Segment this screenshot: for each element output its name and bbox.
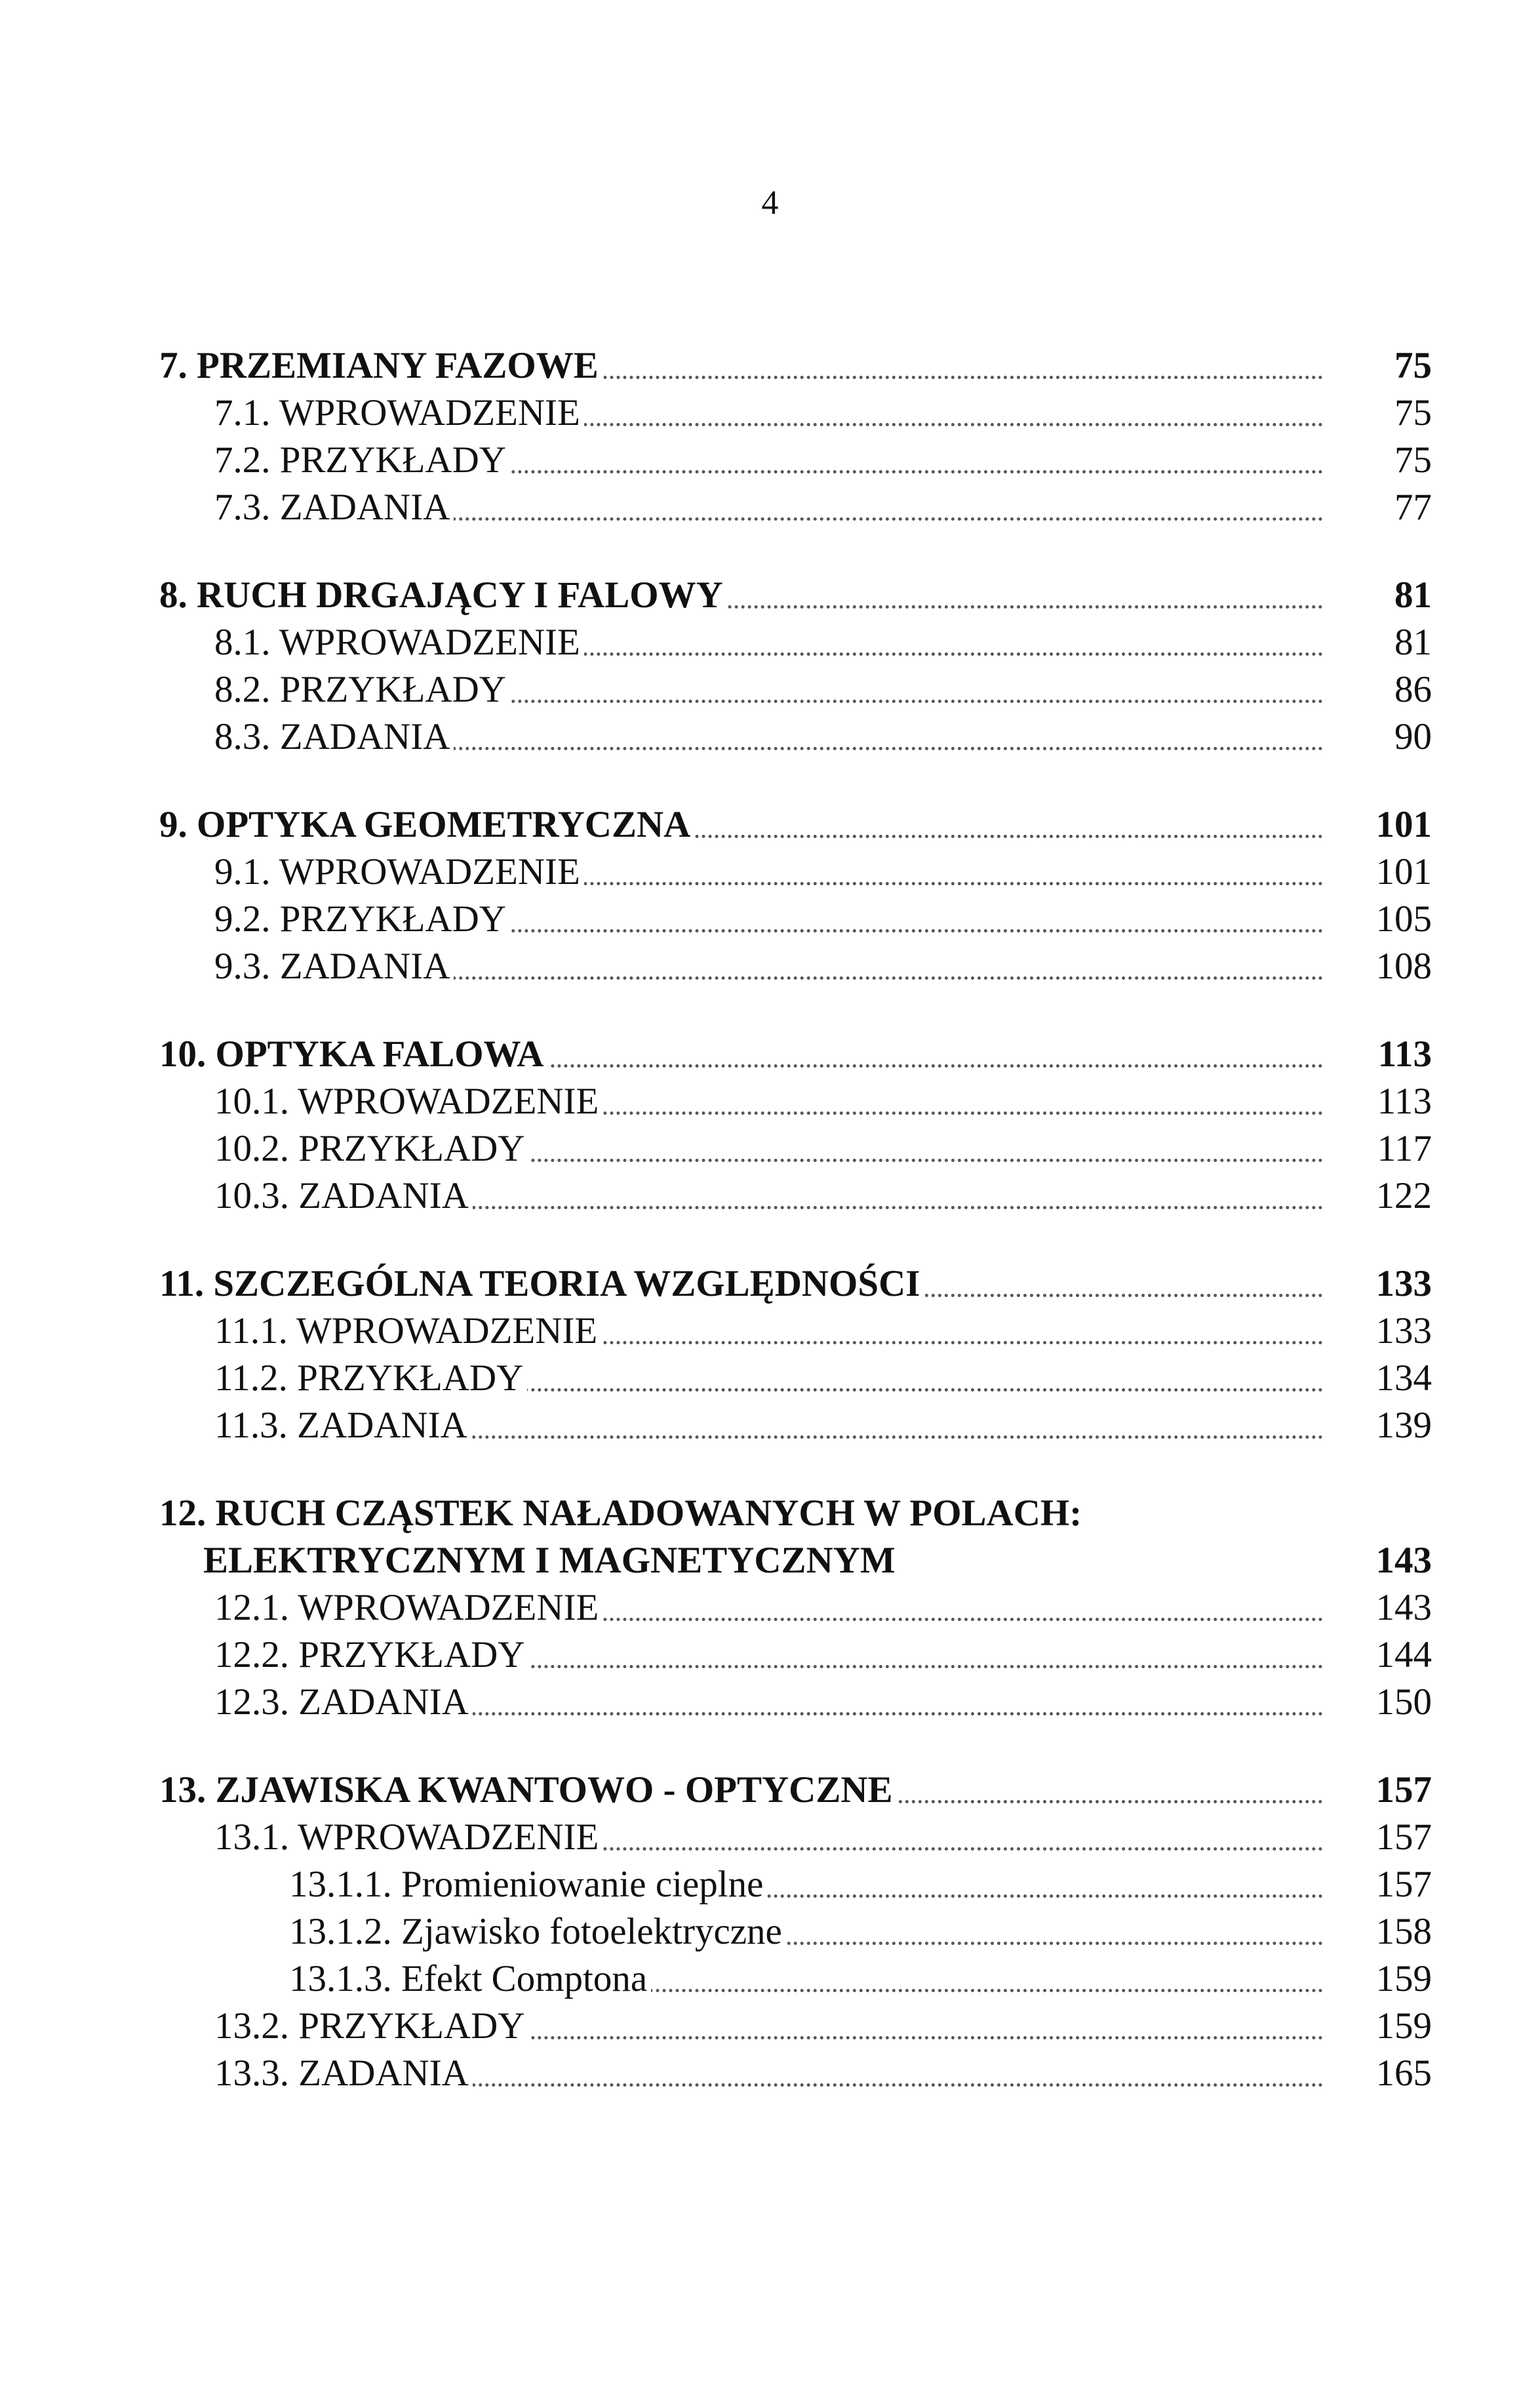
entry-title: 8.3. ZADANIA [214, 713, 454, 761]
section-gap [0, 990, 1540, 1031]
entry-page-number: 159 [1376, 1955, 1432, 2003]
toc-entry [0, 2050, 1540, 2097]
entry-title: 7.2. PRZYKŁADY [214, 437, 510, 484]
entry-page-number: 113 [1377, 1078, 1432, 1125]
toc-subsubentry [0, 1955, 1540, 2003]
toc-entry [0, 437, 1540, 484]
chapter-heading [0, 1767, 1540, 1814]
entry-page-number: 144 [1376, 1632, 1432, 1679]
toc-entry [0, 1172, 1540, 1220]
entry-title: 9.2. PRZYKŁADY [214, 896, 510, 943]
entry-page-number: 133 [1376, 1260, 1432, 1308]
entry-title: ELEKTRYCZNYM I MAGNETYCZNYM [203, 1537, 899, 1584]
entry-title: 12.2. PRZYKŁADY [214, 1632, 528, 1679]
entry-page-number: 86 [1394, 666, 1432, 713]
entry-title: 8.2. PRZYKŁADY [214, 666, 510, 713]
entry-page-number: 157 [1376, 1861, 1432, 1908]
entry-page-number: 81 [1394, 619, 1432, 666]
toc-entry [0, 1679, 1540, 1726]
entry-page-number: 75 [1394, 342, 1432, 390]
entry-title: 13.2. PRZYKŁADY [214, 2003, 528, 2050]
toc-subsubentry [0, 1908, 1540, 1955]
chapter-heading [0, 1490, 1540, 1537]
section-gap [0, 761, 1540, 801]
entry-title: 13.3. ZADANIA [214, 2050, 473, 2097]
entry-page-number: 165 [1376, 2050, 1432, 2097]
section-gap [0, 1726, 1540, 1767]
toc-entry [0, 896, 1540, 943]
entry-page-number: 157 [1376, 1814, 1432, 1861]
toc-entry [0, 619, 1540, 666]
toc-entry [0, 1402, 1540, 1449]
entry-title: 11.1. WPROWADZENIE [214, 1308, 601, 1355]
chapter-heading-continued [0, 1537, 1540, 1584]
entry-page-number: 108 [1376, 943, 1432, 990]
entry-page-number: 117 [1377, 1125, 1432, 1172]
toc-entry [0, 666, 1540, 713]
toc-entry [0, 943, 1540, 990]
entry-title: 13.1.3. Efekt Comptona [289, 1955, 651, 2003]
entry-title: 13. ZJAWISKA KWANTOWO - OPTYCZNE [159, 1767, 897, 1814]
entry-title: 9.1. WPROWADZENIE [214, 849, 584, 896]
chapter-heading [0, 801, 1540, 849]
chapter-heading [0, 1260, 1540, 1308]
section-gap [0, 1220, 1540, 1260]
entry-page-number: 101 [1376, 801, 1432, 849]
entry-title: 7.1. WPROWADZENIE [214, 390, 584, 437]
entry-page-number: 81 [1394, 572, 1432, 619]
entry-title: 12. RUCH CZĄSTEK NAŁADOWANYCH W POLACH: [159, 1490, 1086, 1537]
entry-title: 7. PRZEMIANY FAZOWE [159, 342, 602, 390]
entry-title: 10.1. WPROWADZENIE [214, 1078, 602, 1125]
entry-title: 10. OPTYKA FALOWA [159, 1031, 547, 1078]
entry-title: 13.1. WPROWADZENIE [214, 1814, 602, 1861]
toc-entry [0, 1355, 1540, 1402]
toc-entry [0, 1308, 1540, 1355]
chapter-heading [0, 572, 1540, 619]
section-gap [0, 531, 1540, 572]
entry-page-number: 90 [1394, 713, 1432, 761]
entry-title: 13.1.1. Promieniowanie cieplne [289, 1861, 767, 1908]
section-gap [0, 1449, 1540, 1490]
entry-page-number: 77 [1394, 484, 1432, 531]
entry-page-number: 113 [1378, 1031, 1432, 1078]
entry-page-number: 143 [1376, 1584, 1432, 1632]
chapter-heading [0, 1031, 1540, 1078]
entry-title: 9. OPTYKA GEOMETRYCZNA [159, 801, 694, 849]
entry-title: 12.3. ZADANIA [214, 1679, 473, 1726]
entry-title: 12.1. WPROWADZENIE [214, 1584, 602, 1632]
entry-page-number: 150 [1376, 1679, 1432, 1726]
entry-title: 10.2. PRZYKŁADY [214, 1125, 528, 1172]
entry-page-number: 158 [1376, 1908, 1432, 1955]
entry-title: 13.1.2. Zjawisko fotoelektryczne [289, 1908, 786, 1955]
toc-subsubentry [0, 1861, 1540, 1908]
entry-page-number: 75 [1394, 437, 1432, 484]
entry-title: 8.1. WPROWADZENIE [214, 619, 584, 666]
table-of-contents [0, 342, 1540, 2097]
toc-entry [0, 484, 1540, 531]
entry-page-number: 101 [1376, 849, 1432, 896]
entry-page-number: 105 [1376, 896, 1432, 943]
entry-title: 9.3. ZADANIA [214, 943, 454, 990]
entry-page-number: 122 [1376, 1172, 1432, 1220]
entry-page-number: 159 [1376, 2003, 1432, 2050]
page-number: 4 [761, 184, 779, 222]
toc-entry [0, 390, 1540, 437]
toc-entry [0, 1584, 1540, 1632]
toc-entry [0, 2003, 1540, 2050]
toc-entry [0, 1125, 1540, 1172]
entry-title: 8. RUCH DRGAJĄCY I FALOWY [159, 572, 727, 619]
entry-page-number: 139 [1376, 1402, 1432, 1449]
chapter-heading [0, 342, 1540, 390]
entry-page-number: 133 [1376, 1308, 1432, 1355]
toc-entry [0, 1814, 1540, 1861]
entry-page-number: 157 [1376, 1767, 1432, 1814]
entry-title: 11.3. ZADANIA [214, 1402, 471, 1449]
toc-entry [0, 849, 1540, 896]
entry-page-number: 75 [1394, 390, 1432, 437]
entry-page-number: 143 [1376, 1537, 1432, 1584]
entry-title: 7.3. ZADANIA [214, 484, 454, 531]
entry-title: 11.2. PRZYKŁADY [214, 1355, 527, 1402]
entry-title: 11. SZCZEGÓLNA TEORIA WZGLĘDNOŚCI [159, 1260, 924, 1308]
toc-entry [0, 1078, 1540, 1125]
toc-entry [0, 713, 1540, 761]
toc-entry [0, 1632, 1540, 1679]
entry-title: 10.3. ZADANIA [214, 1172, 473, 1220]
entry-page-number: 134 [1376, 1355, 1432, 1402]
